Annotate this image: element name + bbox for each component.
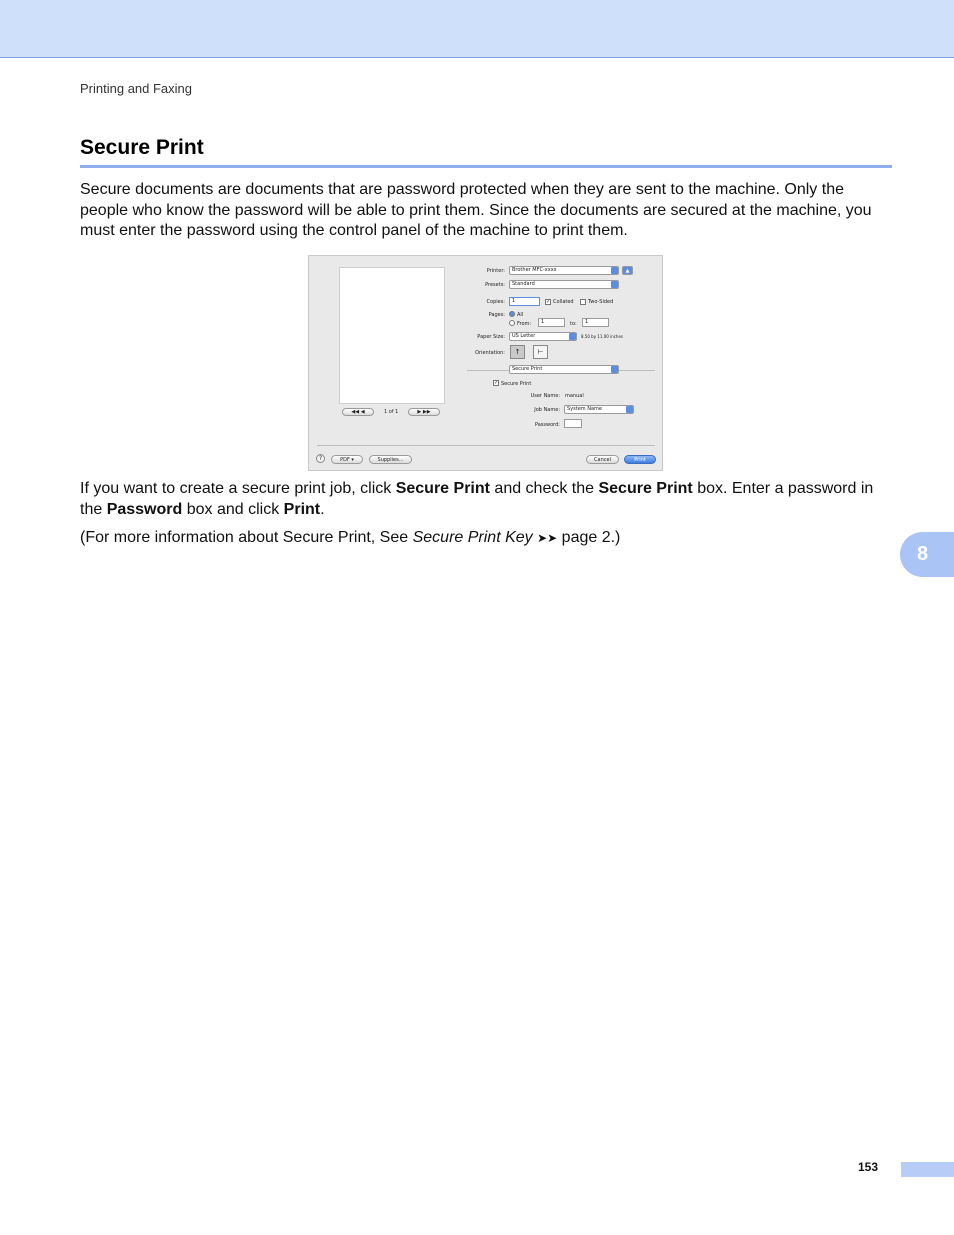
secure-print-label: Secure Print	[501, 381, 532, 387]
page-preview	[339, 267, 445, 404]
preview-nav-back[interactable]	[342, 408, 374, 416]
nav-prev-icon: ◀	[360, 409, 365, 415]
nav-last-icon: ▶▶	[422, 409, 431, 415]
pages-all-label: All	[517, 312, 524, 318]
pages-all-radio[interactable]	[509, 311, 515, 317]
header-band	[0, 0, 954, 58]
presets-popup[interactable]	[509, 280, 619, 289]
to-label: to:	[570, 321, 577, 327]
printer-label: Printer:	[486, 268, 505, 274]
user-name-label: User Name:	[530, 393, 560, 399]
paper-size-value: US Letter	[512, 333, 536, 339]
collapse-button[interactable]	[622, 266, 633, 275]
running-head: Printing and Faxing	[80, 81, 193, 96]
pdf-button[interactable]: PDF ▾	[331, 455, 363, 464]
instruction-text-1: If you want to create a secure print job, click	[80, 480, 396, 497]
user-name-value: manual	[565, 393, 584, 399]
bottom-separator	[317, 445, 655, 446]
page-count: 1 of 1	[384, 409, 399, 415]
to-input[interactable]: 1	[582, 318, 609, 327]
reference-text-1: (For more information about Secure Print, See	[80, 529, 413, 546]
instruction-text-4: box and click	[182, 500, 284, 518]
landscape-button[interactable]	[533, 345, 548, 359]
help-button[interactable]: ?	[316, 454, 325, 463]
pages-from-label: From:	[517, 321, 532, 327]
job-name-label: Job Name:	[534, 407, 560, 413]
page-number: 153	[858, 1160, 879, 1174]
page-number-bar	[901, 1162, 954, 1177]
printer-popup[interactable]	[509, 266, 619, 275]
nav-next-icon: ▶	[417, 409, 422, 415]
instruction-bold-password: Password	[106, 500, 183, 518]
instruction-paragraph	[80, 479, 892, 520]
copies-label: Copies:	[486, 299, 505, 305]
reference-paragraph	[80, 528, 892, 549]
chapter-tab: 8	[900, 532, 954, 577]
collated-checkbox[interactable]: ✓	[546, 299, 551, 305]
password-label: Password:	[534, 422, 560, 428]
nav-first-icon: ◀◀	[351, 409, 360, 415]
paper-size-label: Paper Size:	[477, 334, 505, 340]
cancel-button[interactable]: Cancel	[586, 455, 619, 464]
landscape-icon: ⊢	[537, 348, 544, 356]
secure-print-checkbox[interactable]: ✓	[494, 380, 499, 386]
panel-popup[interactable]	[509, 365, 619, 374]
reference-link[interactable]: Secure Print Key	[412, 529, 533, 546]
presets-value: Standard	[512, 281, 535, 287]
supplies-button[interactable]: Supplies...	[369, 455, 412, 464]
orientation-label: Orientation:	[475, 350, 505, 356]
portrait-button[interactable]	[510, 345, 525, 359]
copies-input[interactable]: 1	[509, 297, 540, 306]
portrait-icon: ↑	[514, 348, 521, 356]
password-input[interactable]	[564, 419, 582, 428]
instruction-bold-print: Print	[283, 500, 321, 518]
job-name-value: System Name	[567, 406, 602, 412]
pages-from-radio[interactable]	[509, 320, 515, 326]
panel-value: Secure Print	[512, 366, 543, 372]
presets-label: Presets:	[485, 282, 505, 288]
from-input[interactable]: 1	[538, 318, 565, 327]
collapse-icon: ▲	[625, 267, 630, 274]
two-sided-label: Two-Sided	[588, 299, 614, 305]
title-rule	[80, 165, 892, 168]
job-name-popup[interactable]	[564, 405, 634, 414]
double-arrow-icon: ➤➤	[537, 531, 558, 545]
reference-text-2: page 2.)	[557, 529, 621, 546]
collated-label: Collated	[553, 299, 574, 305]
instruction-text-5: .	[320, 500, 325, 518]
two-sided-checkbox[interactable]	[580, 299, 586, 305]
preview-nav-forward[interactable]	[408, 408, 440, 416]
print-dialog-screenshot	[308, 255, 663, 471]
instruction-text-2: and check the	[489, 480, 599, 497]
instruction-bold-secure-print-1: Secure Print	[395, 480, 490, 497]
intro-paragraph: Secure documents are documents that are password protected when they are sent to the machine. Only the people who know the password will be able to print them. Since the documents are secured at the machine, you must enter the password using the control panel of the machine to print them.	[80, 181, 872, 239]
instruction-bold-secure-print-2: Secure Print	[598, 480, 693, 497]
printer-value: Brother MFC-xxxx	[512, 267, 557, 273]
paper-size-popup[interactable]	[509, 332, 577, 341]
paper-dimensions: 8.50 by 11.00 inches	[581, 334, 624, 339]
instruction-text-3: box. Enter a password in the	[80, 480, 874, 518]
print-button[interactable]: Print	[624, 455, 656, 464]
section-title: Secure Print	[80, 136, 204, 159]
pages-label: Pages:	[488, 312, 505, 318]
